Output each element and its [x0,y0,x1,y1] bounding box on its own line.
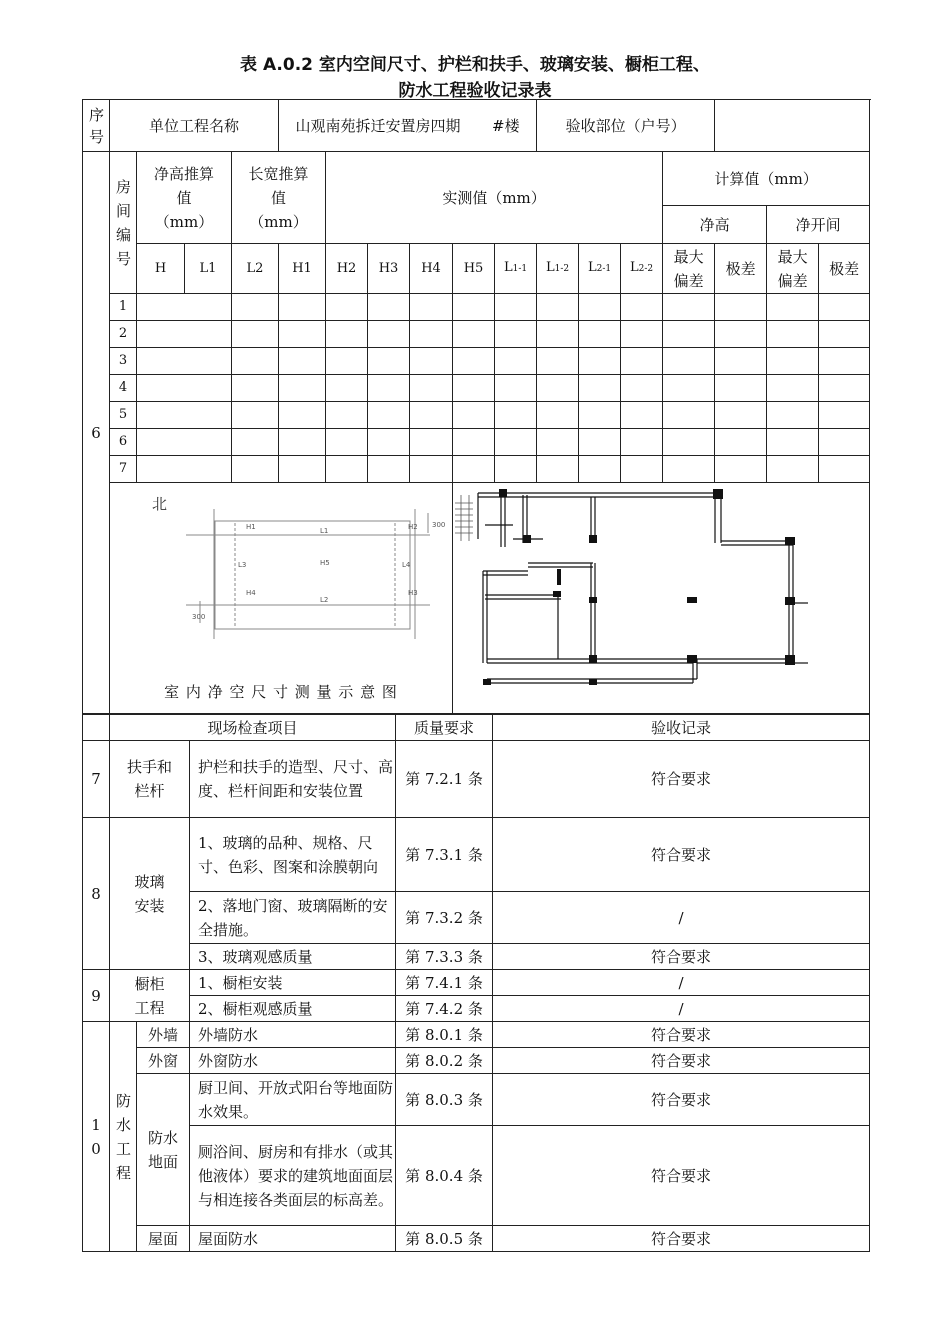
floor-plan-cell [453,483,870,714]
section-8-name: 玻璃安装 [134,872,165,915]
room-row-no: 7 [110,456,137,483]
floor-plan-drawing [453,483,830,711]
section-9-number: 9 [83,970,110,1022]
section-10-req-2: 第 8.0.2 条 [396,1048,493,1074]
section-10-req-4: 第 8.0.4 条 [396,1126,493,1226]
seq-label: 序号 [89,105,105,146]
acceptance-table-top [82,99,870,714]
diagram-l4: L4 [402,561,411,569]
diagram-caption: 室 内 净 空 尺 寸 测 量 示 意 图 [164,683,398,701]
room-row-no: 1 [110,294,137,321]
section-10-item-5: 屋面防水 [190,1226,396,1252]
col-h1: H1 [279,244,326,294]
section-10-item-4: 厕浴间、厨房和有排水（或其他液体）要求的建筑地面面层与相连接各类面层的标高差。 [190,1126,396,1226]
inspection-item-header: 现场检查项目 [110,715,396,741]
section-8-record-1: 符合要求 [493,818,870,892]
section-10-sub-5: 屋面 [137,1226,190,1252]
calc-label: 计算值（mm） [663,152,870,206]
diagram-l2: L2 [320,596,329,604]
section-10-sub-2: 外窗 [137,1048,190,1074]
section-7-name: 扶手和栏杆 [126,758,172,800]
clear-height-label-cell [137,152,232,244]
col-h: H [137,244,185,294]
room-row-no: 2 [110,321,137,348]
lw-label-cell [232,152,326,244]
col-range-span: 极差 [819,244,870,294]
section-8-item-1: 1、玻璃的品种、规格、尺寸、色彩、图案和涂膜朝向 [190,818,396,892]
section-9-req-2: 第 7.4.2 条 [396,996,493,1022]
room-row-no: 6 [110,429,137,456]
col-l1-1: L1-1 [495,244,537,294]
north-label: 北 [152,495,168,513]
title-line-1: 表 A.0.2 室内空间尺寸、护栏和扶手、玻璃安装、橱柜工程、 [240,55,710,75]
seq-label-cell [83,100,110,152]
diagram-h2: H2 [408,523,418,531]
section-8-name-cell [110,818,190,970]
diagram-h5: H5 [320,559,330,567]
section-8-req-3: 第 7.3.3 条 [396,944,493,970]
section-10-sub-3-cell [137,1074,190,1226]
quality-requirement-header: 质量要求 [396,715,493,741]
section-8-item-3: 3、玻璃观感质量 [190,944,396,970]
acceptance-part-value [715,100,870,152]
section-9-name: 橱柜工程 [134,974,165,1017]
lw-label: 长宽推算值（mm） [248,164,309,231]
col-h4: H4 [410,244,453,294]
section-10-item-1: 外墙防水 [190,1022,396,1048]
col-h3: H3 [368,244,410,294]
section-9-req-1: 第 7.4.1 条 [396,970,493,996]
table-row [83,456,870,483]
clear-height-label: 净高推算值（mm） [153,164,214,231]
title-line-2: 防水工程验收记录表 [398,81,552,101]
diagram-h3: H3 [408,589,418,597]
acceptance-table-bottom [82,714,870,1252]
section-10-record-1: 符合要求 [493,1022,870,1048]
project-name-cell [279,100,537,152]
section-8-item-2: 2、落地门窗、玻璃隔断的安全措施。 [190,892,396,944]
section-9-record-2: / [493,996,870,1022]
section-10-record-3: 符合要求 [493,1074,870,1126]
table-row [83,375,870,402]
table-row [83,294,870,321]
diagram-l3: L3 [238,561,247,569]
acceptance-part-label: 验收部位（户号） [537,100,715,152]
section-9-item-1: 1、橱柜安装 [190,970,396,996]
section-10-req-3: 第 8.0.3 条 [396,1074,493,1126]
col-h5: H5 [453,244,495,294]
diagram-h1: H1 [246,523,256,531]
col-max-dev-height: 最大偏差 [663,244,715,294]
col-l2-1: L2-1 [579,244,621,294]
section-7-name-cell [110,741,190,818]
section-9-record-1: / [493,970,870,996]
section-8-record-3: 符合要求 [493,944,870,970]
section-10-name: 防水工程 [116,1091,132,1182]
section-8-number: 8 [83,818,110,970]
col-l2-2: L2-2 [621,244,663,294]
section-8-record-2: / [493,892,870,944]
col-h2: H2 [326,244,368,294]
room-row-no: 4 [110,375,137,402]
diagram-h4: H4 [246,589,256,597]
measurement-diagram-cell [110,483,453,714]
section-10-sub-3: 防水地面 [147,1128,178,1171]
project-name: 山观南苑拆迁安置房四期 [295,116,461,135]
section-10-name-cell [110,1022,137,1252]
section-9-item-2: 2、橱柜观感质量 [190,996,396,1022]
room-no-label-cell [110,152,137,294]
section-10-item-2: 外窗防水 [190,1048,396,1074]
col-l1-2: L1-2 [537,244,579,294]
section-10-record-2: 符合要求 [493,1048,870,1074]
net-span-label: 净开间 [767,206,870,244]
section-10-record-5: 符合要求 [493,1226,870,1252]
unit-name-label: 单位工程名称 [110,100,279,152]
section-6-number: 6 [83,152,110,714]
diagram-l1: L1 [320,527,329,535]
col-l2: L2 [232,244,279,294]
section-10-sub-1: 外墙 [137,1022,190,1048]
table-row [83,402,870,429]
room-no-label: 房间编号 [116,177,132,268]
section-7-number: 7 [83,741,110,818]
section-10-record-4: 符合要求 [493,1126,870,1226]
section-10-number-cell [83,1022,110,1252]
section-10-number: 10 [91,1115,101,1158]
section-8-req-2: 第 7.3.2 条 [396,892,493,944]
section-10-item-3: 厨卫间、开放式阳台等地面防水效果。 [190,1074,396,1126]
section-8-req-1: 第 7.3.1 条 [396,818,493,892]
table-row [83,321,870,348]
measured-label: 实测值（mm） [326,152,663,244]
diagram-dim-b: 300 [432,521,446,529]
col-range-height: 极差 [715,244,767,294]
section-7-requirement: 第 7.2.1 条 [396,741,493,818]
net-height-label: 净高 [663,206,767,244]
acceptance-record-header: 验收记录 [493,715,870,741]
col-max-dev-span: 最大偏差 [767,244,819,294]
section-10-req-1: 第 8.0.1 条 [396,1022,493,1048]
room-measurement-diagram [110,483,490,711]
room-row-no: 5 [110,402,137,429]
building-number: #楼 [492,116,520,135]
table-row [83,348,870,375]
table-row [83,429,870,456]
col-l1: L1 [185,244,232,294]
section-7-item: 护栏和扶手的造型、尺寸、高度、栏杆间距和安装位置 [190,741,396,818]
section-7-record: 符合要求 [493,741,870,818]
section-10-req-5: 第 8.0.5 条 [396,1226,493,1252]
section-9-name-cell [110,970,190,1022]
diagram-dim-a: 300 [192,613,206,621]
room-row-no: 3 [110,348,137,375]
